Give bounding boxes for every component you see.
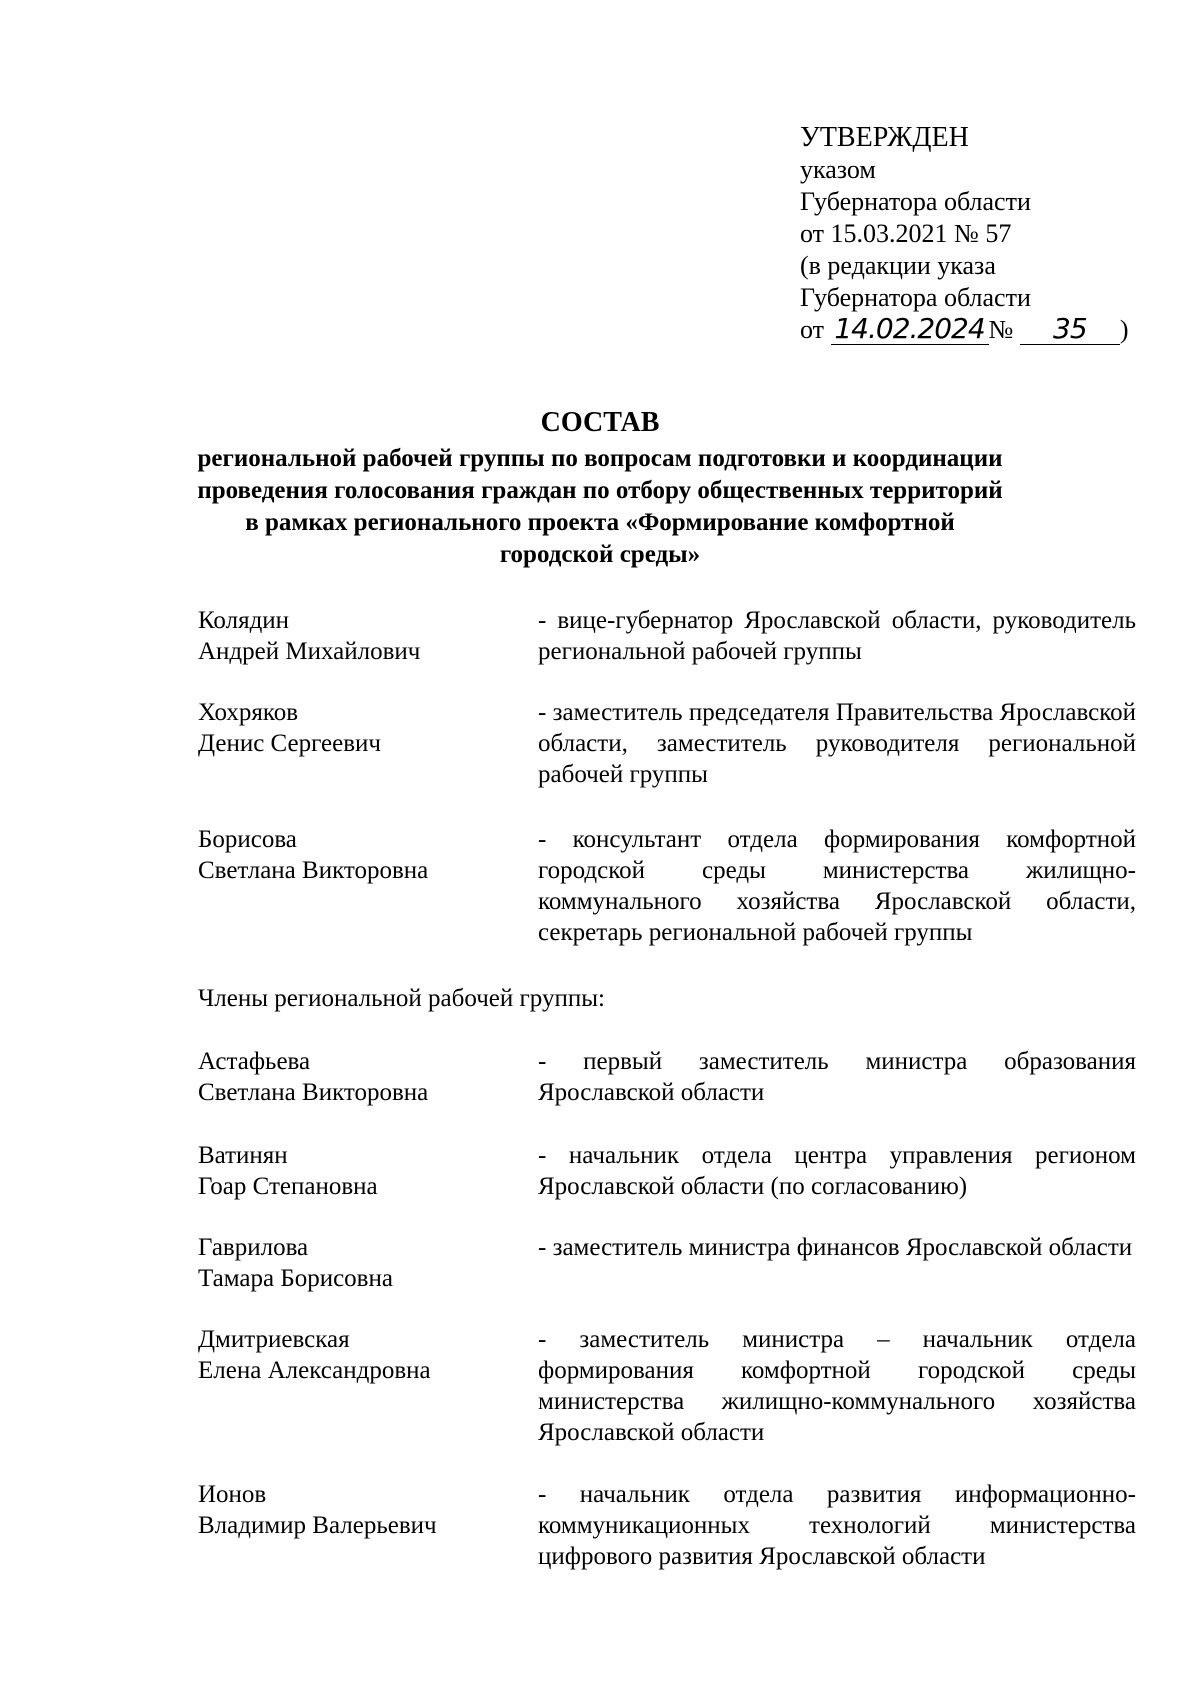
person-role: - первый заместитель министра образования Ярославской области — [538, 1048, 1136, 1106]
approval-date-line — [800, 314, 1129, 346]
approved-heading: УТВЕРЖДЕН — [800, 122, 969, 153]
document-title — [0, 405, 1200, 571]
person-name — [198, 1140, 528, 1202]
surname: Дмитриевская — [198, 1326, 350, 1353]
person-name — [198, 697, 528, 759]
person-name — [198, 1479, 528, 1541]
surname: Ватинян — [198, 1142, 288, 1169]
given-names: Андрей Михайлович — [198, 638, 421, 665]
close-paren: ) — [1119, 315, 1129, 344]
handwritten-number: 35 — [1020, 314, 1120, 345]
given-names: Владимир Валерьевич — [198, 1512, 437, 1539]
person-role: - заместитель министра – начальник отдела формирования комфортной городской среды министерства жилищно-коммунального хозяйства Ярославской области — [538, 1326, 1136, 1446]
given-names: Тамара Борисовна — [198, 1265, 393, 1292]
person-role: - начальник отдела центра управления регионом Ярославской области (по согласованию) — [538, 1142, 1136, 1200]
members-heading: Члены региональной рабочей группы: — [198, 985, 605, 1012]
approval-line: указом — [800, 155, 876, 184]
person-role: - консультант отдела формирования комфортной городской среды министерства жилищно-коммунального хозяйства Ярославской области, секретарь региональной рабочей группы — [538, 826, 1136, 946]
person-role: - вице-губернатор Ярославской области, руководитель региональной рабочей группы — [538, 607, 1136, 665]
approval-line: Губернатора области — [800, 283, 1031, 312]
person-role: - заместитель председателя Правительства Ярославской области, заместитель руководителя региональной рабочей группы — [538, 699, 1136, 788]
person-role: - начальник отдела развития информационно-коммуникационных технологий министерства цифрового развития Ярославской области — [538, 1481, 1136, 1570]
surname: Ионов — [198, 1481, 267, 1508]
surname: Астафьева — [198, 1048, 311, 1075]
surname: Хохряков — [198, 699, 299, 726]
approval-line: (в редакции указа — [800, 251, 996, 280]
person-name — [198, 1046, 528, 1108]
title-main: СОСТАВ — [540, 407, 660, 438]
approval-line: от 15.03.2021 № 57 — [800, 219, 1012, 248]
given-names: Елена Александровна — [198, 1357, 431, 1384]
person-name — [198, 824, 528, 886]
given-names: Денис Сергеевич — [198, 730, 382, 757]
person-role: - заместитель министра финансов Ярославской области — [538, 1234, 1133, 1261]
person-name — [198, 1232, 528, 1294]
title-subtitle-line: в рамках регионального проекта «Формирование комфортной — [245, 509, 955, 536]
surname: Борисова — [198, 826, 297, 853]
approval-line: Губернатора области — [800, 187, 1031, 216]
title-subtitle-line: проведения голосования граждан по отбору общественных территорий — [197, 477, 1003, 504]
title-subtitle-line: городской среды» — [499, 541, 701, 568]
approval-stamp — [800, 122, 1129, 346]
person-name — [198, 605, 528, 667]
number-sign: № — [988, 315, 1014, 344]
title-subtitle-line: региональной рабочей группы по вопросам подготовки и координации — [197, 445, 1003, 472]
title-subtitle — [0, 443, 1200, 571]
given-names: Гоар Степановна — [198, 1173, 378, 1200]
handwritten-date: 14.02.2024 — [831, 314, 989, 345]
approval-from: от — [800, 315, 825, 344]
given-names: Светлана Викторовна — [198, 857, 429, 884]
given-names: Светлана Викторовна — [198, 1079, 429, 1106]
surname: Колядин — [198, 607, 290, 634]
surname: Гаврилова — [198, 1234, 309, 1261]
person-name — [198, 1324, 528, 1386]
